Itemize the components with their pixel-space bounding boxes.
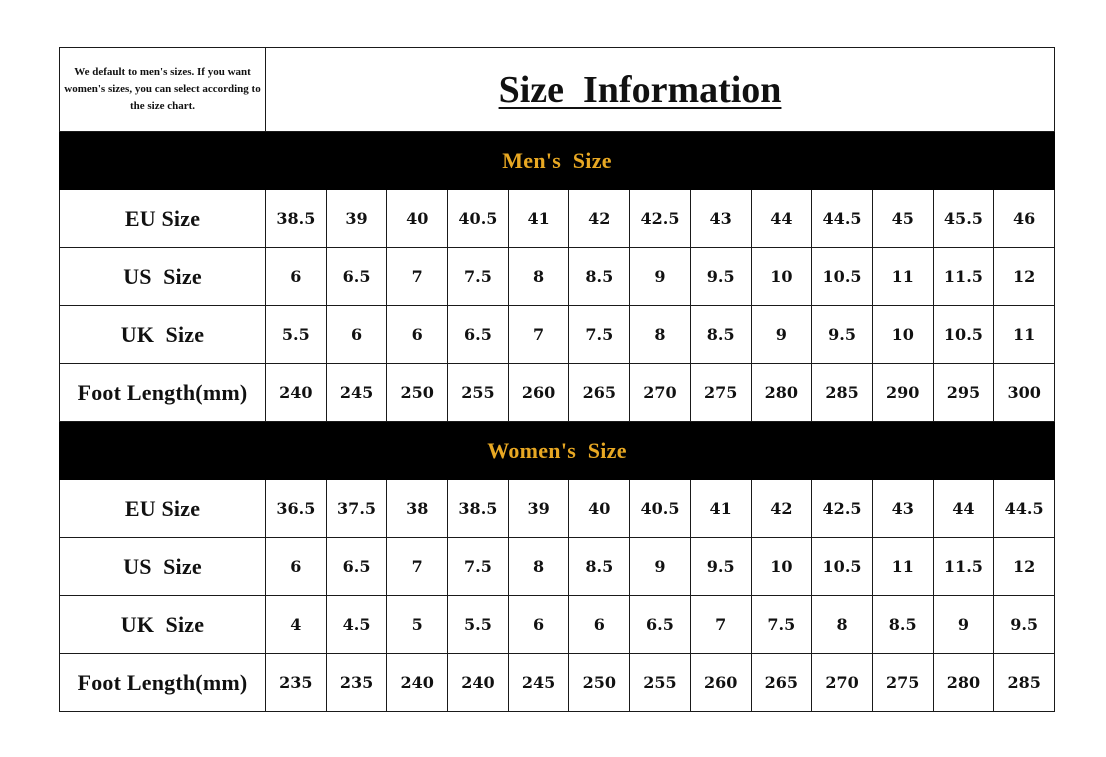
size-value-cell: 290 xyxy=(872,364,933,422)
size-value-cell: 6 xyxy=(266,248,327,306)
size-value-cell: 41 xyxy=(690,480,751,538)
size-value-cell: 7 xyxy=(508,306,569,364)
size-value-cell: 9 xyxy=(933,596,994,654)
size-value-cell: 6.5 xyxy=(448,306,509,364)
row-label: UK Size xyxy=(60,306,266,364)
size-value-cell: 42 xyxy=(569,190,630,248)
table-row xyxy=(60,538,1055,596)
size-chart-table xyxy=(59,47,1055,712)
mens-size-heading: Men's Size xyxy=(60,132,1055,190)
size-value-cell: 285 xyxy=(812,364,873,422)
size-value-cell: 10.5 xyxy=(933,306,994,364)
size-value-cell: 4.5 xyxy=(326,596,387,654)
size-value-cell: 6 xyxy=(569,596,630,654)
header-row xyxy=(60,48,1055,132)
size-value-cell: 295 xyxy=(933,364,994,422)
size-chart-body xyxy=(60,48,1055,712)
womens-size-heading: Women's Size xyxy=(60,422,1055,480)
size-value-cell: 265 xyxy=(569,364,630,422)
size-value-cell: 38.5 xyxy=(266,190,327,248)
size-value-cell: 5.5 xyxy=(448,596,509,654)
size-value-cell: 7.5 xyxy=(448,248,509,306)
size-value-cell: 44.5 xyxy=(994,480,1055,538)
size-value-cell: 9.5 xyxy=(690,538,751,596)
size-value-cell: 270 xyxy=(812,654,873,712)
size-value-cell: 44 xyxy=(751,190,812,248)
size-value-cell: 46 xyxy=(994,190,1055,248)
size-value-cell: 9 xyxy=(751,306,812,364)
size-value-cell: 5.5 xyxy=(266,306,327,364)
size-value-cell: 245 xyxy=(326,364,387,422)
size-value-cell: 38 xyxy=(387,480,448,538)
default-sizes-note: We default to men's sizes. If you want women's sizes, you can select according to the size chart. xyxy=(60,48,266,132)
size-value-cell: 9 xyxy=(630,248,691,306)
size-value-cell: 300 xyxy=(994,364,1055,422)
size-value-cell: 255 xyxy=(630,654,691,712)
size-value-cell: 240 xyxy=(448,654,509,712)
size-value-cell: 36.5 xyxy=(266,480,327,538)
row-label: EU Size xyxy=(60,190,266,248)
size-value-cell: 285 xyxy=(994,654,1055,712)
size-value-cell: 9.5 xyxy=(812,306,873,364)
title-cell xyxy=(266,48,1055,132)
page-title: Size Information xyxy=(498,68,782,111)
size-value-cell: 7.5 xyxy=(448,538,509,596)
size-value-cell: 9.5 xyxy=(690,248,751,306)
size-value-cell: 40.5 xyxy=(448,190,509,248)
size-value-cell: 45 xyxy=(872,190,933,248)
size-value-cell: 245 xyxy=(508,654,569,712)
size-value-cell: 6 xyxy=(266,538,327,596)
size-value-cell: 41 xyxy=(508,190,569,248)
size-value-cell: 9 xyxy=(630,538,691,596)
size-value-cell: 260 xyxy=(508,364,569,422)
row-label: Foot Length(mm) xyxy=(60,364,266,422)
table-row xyxy=(60,248,1055,306)
size-value-cell: 4 xyxy=(266,596,327,654)
womens-size-section-row xyxy=(60,422,1055,480)
size-value-cell: 250 xyxy=(387,364,448,422)
size-value-cell: 10 xyxy=(872,306,933,364)
size-value-cell: 43 xyxy=(690,190,751,248)
size-value-cell: 5 xyxy=(387,596,448,654)
table-row xyxy=(60,654,1055,712)
table-row xyxy=(60,596,1055,654)
size-value-cell: 235 xyxy=(326,654,387,712)
size-value-cell: 240 xyxy=(387,654,448,712)
size-value-cell: 8 xyxy=(508,538,569,596)
size-value-cell: 235 xyxy=(266,654,327,712)
size-value-cell: 12 xyxy=(994,248,1055,306)
size-value-cell: 6 xyxy=(387,306,448,364)
size-value-cell: 280 xyxy=(751,364,812,422)
size-value-cell: 8 xyxy=(630,306,691,364)
row-label: UK Size xyxy=(60,596,266,654)
size-value-cell: 10 xyxy=(751,248,812,306)
size-value-cell: 7 xyxy=(690,596,751,654)
size-value-cell: 8.5 xyxy=(569,538,630,596)
size-value-cell: 6 xyxy=(326,306,387,364)
size-value-cell: 255 xyxy=(448,364,509,422)
size-value-cell: 8.5 xyxy=(872,596,933,654)
row-label: US Size xyxy=(60,248,266,306)
size-value-cell: 8.5 xyxy=(690,306,751,364)
size-value-cell: 8 xyxy=(508,248,569,306)
size-value-cell: 270 xyxy=(630,364,691,422)
size-value-cell: 7.5 xyxy=(569,306,630,364)
size-value-cell: 44 xyxy=(933,480,994,538)
size-value-cell: 39 xyxy=(508,480,569,538)
size-value-cell: 44.5 xyxy=(812,190,873,248)
size-value-cell: 10 xyxy=(751,538,812,596)
size-value-cell: 6.5 xyxy=(630,596,691,654)
size-value-cell: 6.5 xyxy=(326,248,387,306)
size-value-cell: 6.5 xyxy=(326,538,387,596)
size-value-cell: 275 xyxy=(690,364,751,422)
size-value-cell: 42 xyxy=(751,480,812,538)
size-value-cell: 7 xyxy=(387,538,448,596)
size-value-cell: 8 xyxy=(812,596,873,654)
size-value-cell: 45.5 xyxy=(933,190,994,248)
size-value-cell: 39 xyxy=(326,190,387,248)
size-value-cell: 250 xyxy=(569,654,630,712)
size-value-cell: 7.5 xyxy=(751,596,812,654)
size-value-cell: 11 xyxy=(872,538,933,596)
size-value-cell: 38.5 xyxy=(448,480,509,538)
mens-size-section-row xyxy=(60,132,1055,190)
row-label: EU Size xyxy=(60,480,266,538)
size-value-cell: 11 xyxy=(994,306,1055,364)
row-label: US Size xyxy=(60,538,266,596)
size-value-cell: 11 xyxy=(872,248,933,306)
size-value-cell: 265 xyxy=(751,654,812,712)
size-value-cell: 10.5 xyxy=(812,538,873,596)
size-value-cell: 280 xyxy=(933,654,994,712)
size-value-cell: 42.5 xyxy=(812,480,873,538)
size-value-cell: 40 xyxy=(387,190,448,248)
size-value-cell: 8.5 xyxy=(569,248,630,306)
size-value-cell: 42.5 xyxy=(630,190,691,248)
table-row xyxy=(60,306,1055,364)
size-value-cell: 240 xyxy=(266,364,327,422)
size-value-cell: 40.5 xyxy=(630,480,691,538)
size-value-cell: 43 xyxy=(872,480,933,538)
size-value-cell: 12 xyxy=(994,538,1055,596)
table-row xyxy=(60,364,1055,422)
size-value-cell: 11.5 xyxy=(933,538,994,596)
size-value-cell: 10.5 xyxy=(812,248,873,306)
size-value-cell: 40 xyxy=(569,480,630,538)
size-value-cell: 11.5 xyxy=(933,248,994,306)
size-value-cell: 260 xyxy=(690,654,751,712)
size-value-cell: 6 xyxy=(508,596,569,654)
row-label: Foot Length(mm) xyxy=(60,654,266,712)
size-value-cell: 37.5 xyxy=(326,480,387,538)
size-value-cell: 275 xyxy=(872,654,933,712)
size-value-cell: 7 xyxy=(387,248,448,306)
table-row xyxy=(60,190,1055,248)
table-row xyxy=(60,480,1055,538)
size-value-cell: 9.5 xyxy=(994,596,1055,654)
